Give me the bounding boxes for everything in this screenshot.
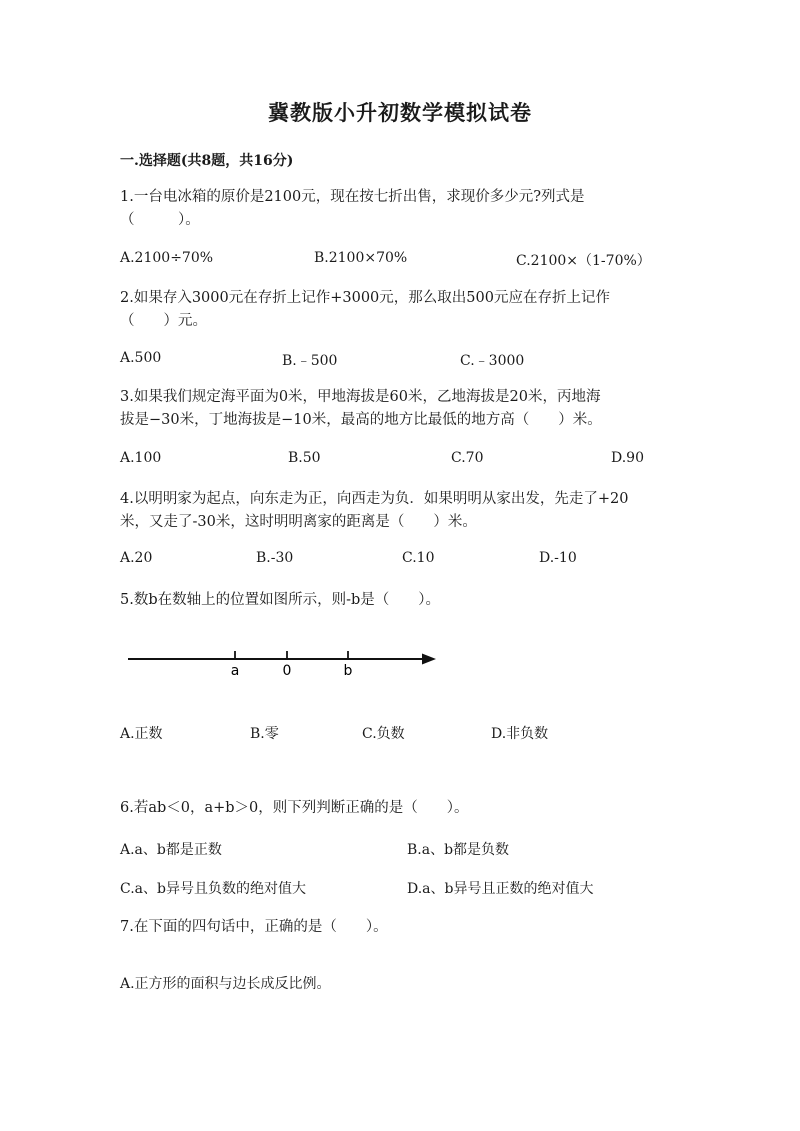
q6-option-d[interactable]: D.a、b异号且正数的绝对值大	[407, 881, 594, 897]
q6-option-a[interactable]: A.a、b都是正数	[120, 842, 222, 858]
q6-option-c[interactable]: C.a、b异号且负数的绝对值大	[120, 881, 306, 897]
q2-option-c[interactable]: C.﹣3000	[460, 353, 525, 369]
question-4-line-2: 米，又走了-30米，这时明明离家的距离是（ ）米。	[120, 514, 477, 530]
q5-option-d[interactable]: D.非负数	[491, 726, 549, 742]
number-line-figure	[120, 640, 450, 690]
q6-option-b[interactable]: B.a、b都是负数	[407, 842, 510, 858]
q1-option-c[interactable]: C.2100×（1-70%）	[516, 253, 651, 269]
question-1-line-2: （ ）。	[120, 212, 200, 228]
question-2-line-2: （ ）元。	[120, 313, 207, 329]
q2-option-a[interactable]: A.500	[120, 350, 162, 366]
number-line-arrowhead	[422, 654, 436, 665]
question-4-line-1: 4.以明明家为起点，向东走为正，向西走为负．如果明明从家出发，先走了+20	[120, 491, 629, 507]
page-title: 冀教版小升初数学模拟试卷	[268, 100, 532, 125]
section-heading: 一.选择题(共8题，共16分)	[120, 153, 294, 169]
q4-option-c[interactable]: C.10	[402, 550, 435, 566]
question-5-line-1: 5.数b在数轴上的位置如图所示，则-b是（ ）。	[120, 592, 441, 608]
q1-option-a[interactable]: A.2100÷70%	[120, 250, 214, 266]
q4-option-a[interactable]: A.20	[120, 550, 153, 566]
label-a: a	[230, 663, 240, 679]
question-1-line-1: 1.一台电冰箱的原价是2100元，现在按七折出售，求现价多少元?列式是	[120, 189, 585, 205]
q2-option-b[interactable]: B.﹣500	[282, 353, 338, 369]
q5-option-b[interactable]: B.零	[250, 726, 279, 742]
q3-option-a[interactable]: A.100	[120, 450, 162, 466]
q5-option-a[interactable]: A.正数	[120, 726, 163, 742]
question-3-line-2: 拔是−30米，丁地海拔是−10米，最高的地方比最低的地方高（ ）米。	[120, 412, 602, 428]
q7-option-a[interactable]: A.正方形的面积与边长成反比例。	[120, 976, 331, 992]
question-7-line-1: 7.在下面的四句话中，正确的是（ ）。	[120, 919, 388, 935]
question-2-line-1: 2.如果存入3000元在存折上记作+3000元，那么取出500元应在存折上记作	[120, 290, 610, 306]
q4-option-b[interactable]: B.-30	[256, 550, 294, 566]
label-b: b	[343, 663, 353, 679]
q5-option-c[interactable]: C.负数	[362, 726, 405, 742]
label-zero: 0	[282, 663, 292, 679]
q1-option-b[interactable]: B.2100×70%	[314, 250, 408, 266]
q3-option-c[interactable]: C.70	[451, 450, 484, 466]
q3-option-b[interactable]: B.50	[288, 450, 321, 466]
question-6-line-1: 6.若ab＜0，a+b＞0，则下列判断正确的是（ ）。	[120, 800, 469, 816]
q3-option-d[interactable]: D.90	[611, 450, 644, 466]
question-3-line-1: 3.如果我们规定海平面为0米，甲地海拔是60米，乙地海拔是20米，丙地海	[120, 389, 601, 405]
q4-option-d[interactable]: D.-10	[539, 550, 577, 566]
